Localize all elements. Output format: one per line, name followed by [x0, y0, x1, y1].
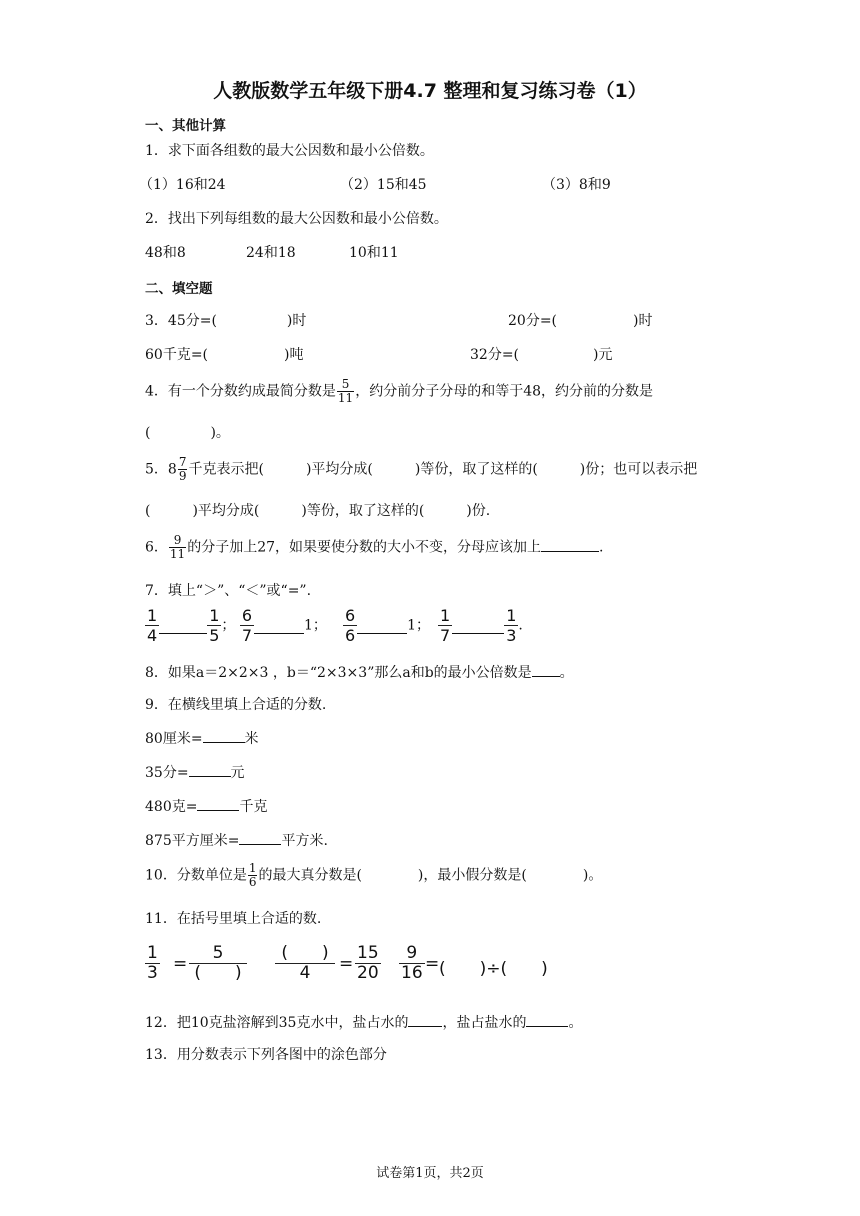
section-heading-fill-blank: 二、填空题 — [145, 281, 213, 297]
q12-end: 。 — [568, 1015, 583, 1031]
question-2-item-b: 24和18 — [246, 245, 296, 261]
q7-fraction-5 — [438, 606, 452, 645]
q7-fraction-6 — [504, 606, 518, 645]
question-3-item-d — [470, 346, 612, 364]
q11-eq1-left-fraction — [145, 944, 160, 983]
q10-suffix: 的最大真分数是( )，最小假分数是( )。 — [258, 867, 603, 884]
question-10 — [145, 862, 602, 889]
q7-f4-numerator: 6 — [344, 606, 356, 625]
q3-d-suffix: )元 — [593, 347, 613, 363]
q6-answer-blank — [541, 537, 599, 552]
q9-b-suffix: 元 — [230, 765, 245, 781]
question-9-item-a — [145, 728, 259, 748]
q11-eq3-right-expression: ( )÷( ) — [439, 959, 548, 979]
q12-blank-2 — [526, 1012, 568, 1027]
question-3-item-c — [145, 346, 303, 364]
question-1-item-a: （1）16和24 — [139, 177, 226, 193]
q7-fraction-3 — [240, 606, 254, 645]
question-3-item-a — [145, 312, 306, 330]
question-4-line-1 — [145, 378, 653, 405]
question-12 — [145, 1012, 582, 1032]
question-8 — [145, 662, 574, 682]
q11-eq2-right-numerator: 15 — [357, 943, 379, 963]
q11-eq1-right-numerator: 5 — [189, 944, 247, 964]
q11-eq1-right-denominator: ( ) — [194, 963, 242, 983]
q5-fraction-denominator: 9 — [178, 469, 187, 483]
question-2-item-a: 48和8 — [145, 245, 186, 261]
q7-f2-denominator: 5 — [209, 626, 220, 645]
q9-d-prefix: 875平方厘米= — [145, 833, 240, 849]
q7-one-1: 1； — [304, 617, 327, 634]
q9-b-blank — [189, 762, 231, 777]
q9-c-blank — [197, 796, 239, 811]
q7-f3-numerator: 6 — [241, 606, 253, 625]
q5-fraction-numerator: 7 — [178, 455, 187, 469]
q6-fraction — [169, 534, 186, 561]
q9-c-suffix: 千克 — [239, 799, 268, 815]
q10-fraction — [248, 862, 258, 889]
q9-a-suffix: 米 — [244, 731, 259, 747]
q3-a-prefix: 3．45分=( — [145, 313, 217, 329]
q7-blank-4 — [452, 619, 504, 634]
question-1-item-c: （3）8和9 — [542, 177, 611, 193]
q4-prefix: 4．有一个分数约成最简分数是 — [145, 383, 336, 400]
q10-fraction-numerator: 1 — [248, 861, 257, 875]
q3-c-suffix: )吨 — [284, 347, 304, 363]
question-2-text: 2．找出下列每组数的最大公因数和最小公倍数。 — [145, 211, 448, 227]
q7-blank-3 — [357, 619, 407, 634]
q7-f6-denominator: 3 — [506, 626, 517, 645]
q9-a-blank — [203, 728, 245, 743]
q9-d-suffix: 平方米. — [281, 833, 328, 849]
q12-prefix: 12．把10克盐溶解到35克水中，盐占水的 — [145, 1015, 409, 1031]
q5-suffix: 千克表示把( )平均分成( )等份，取了这样的( )份；也可以表示把 — [188, 461, 698, 478]
q3-d-prefix: 32分=( — [470, 347, 520, 363]
q7-f5-denominator: 7 — [440, 626, 451, 645]
q11-eq2-equals: = — [339, 954, 354, 974]
q3-a-suffix: )时 — [286, 313, 307, 329]
question-4-line-2 — [145, 424, 230, 442]
q9-d-blank — [239, 830, 281, 845]
q7-fraction-2 — [207, 606, 221, 645]
q4-fraction-denominator: 11 — [337, 391, 354, 405]
q7-fraction-4 — [343, 606, 357, 645]
q7-f6-numerator: 1 — [506, 606, 517, 625]
q6-suffix: 的分子加上27，如果要使分数的大小不变，分母应该加上 — [187, 539, 542, 556]
question-2-item-c: 10和11 — [349, 245, 399, 261]
q4-blank-open: ( — [145, 425, 151, 441]
q11-eq3-left-numerator: 9 — [399, 944, 425, 964]
q4-suffix: ，约分前分子分母的和等于48，约分前的分数是 — [355, 383, 654, 400]
q11-eq1-right-fraction — [189, 944, 247, 983]
q9-c-prefix: 480克= — [145, 799, 198, 815]
question-6 — [145, 534, 603, 561]
q12-middle: ，盐占盐水的 — [442, 1015, 527, 1031]
q3-b-prefix: 20分=( — [508, 313, 558, 329]
q7-blank-1 — [159, 619, 207, 634]
question-9-item-d — [145, 830, 328, 850]
q8-end: 。 — [559, 665, 574, 681]
question-1-item-b: （2）15和45 — [340, 177, 427, 193]
page-footer: 试卷第1页，共2页 — [376, 1166, 484, 1181]
q8-answer-blank — [532, 662, 560, 677]
q11-eq3-equals: = — [425, 954, 440, 974]
q7-f1-denominator: 4 — [147, 626, 158, 645]
q11-eq2-right-fraction — [355, 944, 381, 983]
q11-eq2-left-numerator: ( ) — [275, 944, 335, 964]
q4-fraction-numerator: 5 — [337, 378, 354, 392]
q3-b-suffix: )时 — [633, 313, 653, 329]
question-11-text: 11．在括号里填上合适的数. — [145, 911, 322, 927]
q12-blank-1 — [408, 1012, 442, 1027]
q7-f1-numerator: 1 — [147, 606, 158, 625]
q9-a-prefix: 80厘米= — [145, 731, 203, 747]
q11-eq2-left-denominator: 4 — [299, 963, 311, 983]
q11-eq3-left-fraction — [399, 944, 425, 983]
section-heading-other-calc: 一、其他计算 — [145, 118, 226, 134]
question-9-item-c — [145, 796, 267, 816]
q10-fraction-denominator: 6 — [248, 875, 257, 889]
q7-one-2: 1； — [407, 617, 431, 634]
q5-fraction — [178, 456, 188, 483]
question-5-line-2: ( )平均分成( )等份，取了这样的( )份. — [145, 503, 491, 519]
q4-fraction — [337, 378, 354, 405]
q7-end: . — [518, 617, 523, 634]
q7-f5-numerator: 1 — [440, 606, 451, 625]
q6-prefix: 6． — [145, 539, 168, 556]
q7-f2-numerator: 1 — [209, 606, 220, 625]
q6-fraction-denominator: 11 — [169, 547, 186, 561]
q9-b-prefix: 35分= — [145, 765, 189, 781]
question-13-text: 13．用分数表示下列各图中的涂色部分 — [145, 1047, 387, 1063]
q11-eq1-left-numerator: 1 — [147, 943, 158, 963]
q7-f3-denominator: 7 — [241, 626, 253, 645]
q5-mixed-whole: 8 — [167, 461, 177, 478]
q11-eq1-equals: = — [173, 954, 188, 974]
question-9-text: 9．在横线里填上合适的分数. — [145, 697, 327, 713]
question-9-item-b — [145, 762, 245, 782]
q11-eq1-left-denominator: 3 — [147, 963, 158, 983]
q11-eq2-left-fraction — [275, 944, 335, 983]
q11-eq2-right-denominator: 20 — [357, 963, 379, 983]
q7-fraction-1 — [145, 606, 159, 645]
question-7-text: 7．填上“＞”、“＜”或“=”. — [145, 583, 312, 599]
q7-f4-denominator: 6 — [344, 626, 356, 645]
q6-fraction-numerator: 9 — [169, 534, 186, 548]
q7-blank-2 — [254, 619, 304, 634]
q3-c-prefix: 60千克=( — [145, 347, 209, 363]
question-7-comparisons — [145, 606, 523, 645]
page-title: 人教版数学五年级下册4.7 整理和复习练习卷（1） — [213, 80, 647, 102]
q5-prefix: 5． — [145, 461, 168, 478]
q7-separator-1: ； — [221, 617, 236, 634]
q8-text: 8．如果a＝2×2×3 ，b＝“2×3×3”那么a和b的最小公倍数是 — [145, 665, 532, 681]
question-3-item-b — [508, 312, 652, 330]
question-1-text: 1．求下面各组数的最大公因数和最小公倍数。 — [145, 143, 434, 159]
q10-prefix: 10．分数单位是 — [145, 867, 247, 884]
q4-blank-close: )。 — [210, 425, 230, 441]
q11-eq3-left-denominator: 16 — [401, 963, 423, 983]
q6-end: . — [599, 539, 604, 556]
question-5-line-1 — [145, 456, 697, 483]
